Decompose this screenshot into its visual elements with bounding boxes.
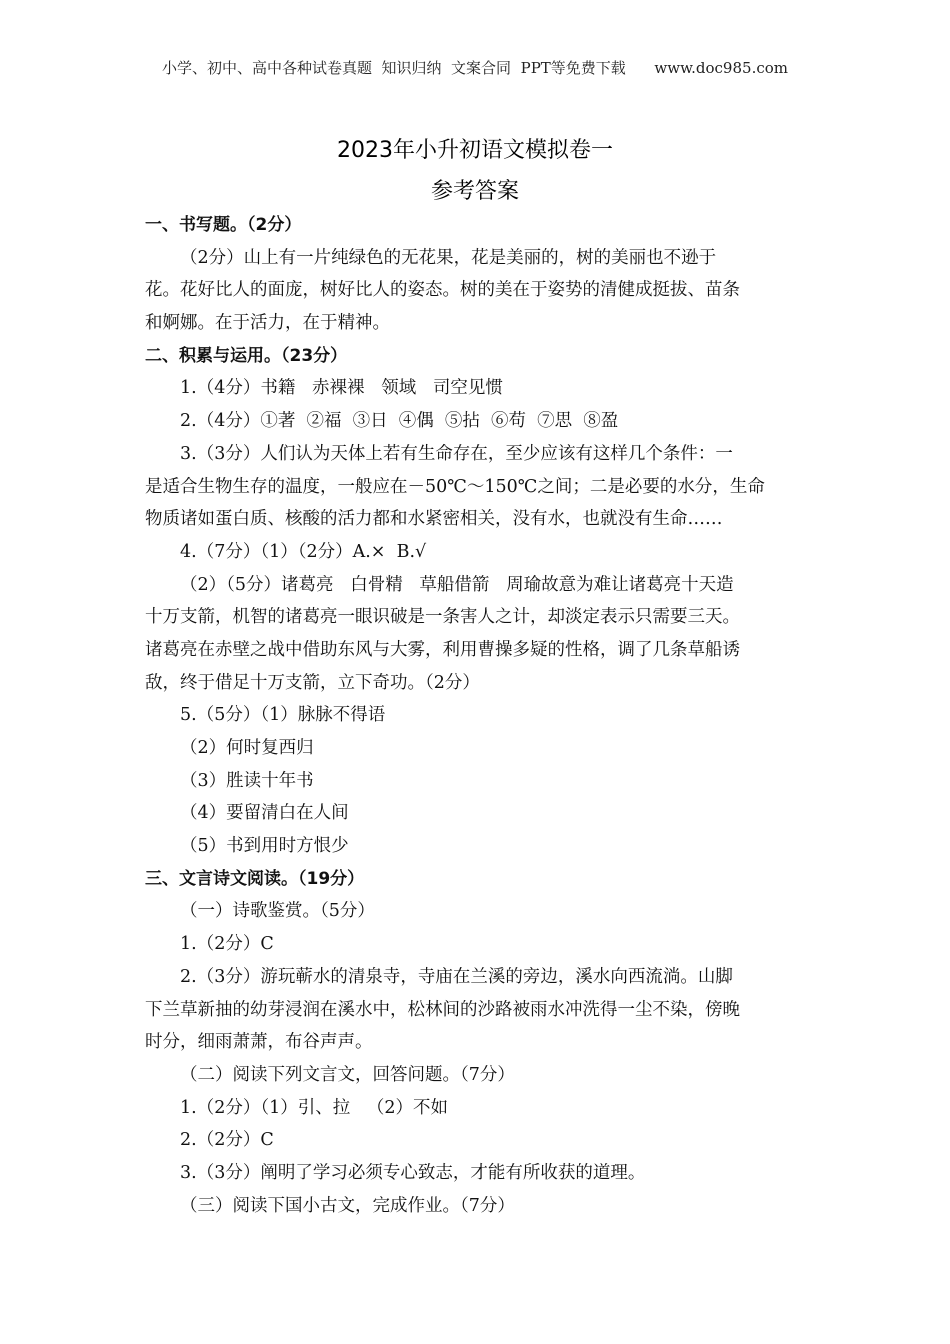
answer-line: 1.（4分）书籍 赤裸裸 领域 司空见惯 xyxy=(180,378,503,399)
answer-line: （4）要留清白在人间 xyxy=(180,803,349,824)
answer-line: 下兰草新抽的幼芽浸润在溪水中，松林间的沙路被雨水冲洗得一尘不染，傍晚 xyxy=(145,999,740,1020)
answer-line: （2分）山上有一片纯绿色的无花果，花是美丽的，树的美丽也不逊于 xyxy=(180,247,717,268)
answer-line: 2.（2分）C xyxy=(180,1130,274,1151)
answer-line: 2.（4分）①著 ②福 ③日 ④偶 ⑤拈 ⑥苟 ⑦思 ⑧盈 xyxy=(180,411,619,432)
answer-line: （一）诗歌鉴赏。（5分） xyxy=(180,901,375,922)
answer-line: 敌，终于借足十万支箭，立下奇功。（2分） xyxy=(145,672,480,693)
answer-line: 5.（5分）（1）脉脉不得语 xyxy=(180,705,386,726)
document-title: 2023年小升初语文模拟卷一 xyxy=(337,138,613,163)
answer-line: 时分，细雨萧萧，布谷声声。 xyxy=(145,1032,373,1053)
answer-line: （5）书到用时方恨少 xyxy=(180,836,349,857)
section-heading: 一、书写题。（2分） xyxy=(145,215,302,235)
answer-line: （三）阅读下国小古文，完成作业。（7分） xyxy=(180,1195,515,1216)
answer-line: （3）胜读十年书 xyxy=(180,770,314,791)
answer-line: 十万支箭，机智的诸葛亮一眼识破是一条害人之计，却淡定表示只需要三天。 xyxy=(145,607,740,628)
answer-line: 2.（3分）游玩蕲水的清泉寺，寺庙在兰溪的旁边，溪水向西流淌。山脚 xyxy=(180,966,733,987)
section-heading: 三、文言诗文阅读。（19分） xyxy=(145,868,365,889)
answer-body xyxy=(145,209,810,1222)
answer-line: 4.（7分）（1）（2分）A.× B.√ xyxy=(180,541,427,562)
answer-line: （二）阅读下列文言文，回答问题。（7分） xyxy=(180,1064,515,1085)
answer-line: 3.（3分）人们认为天体上若有生命存在，至少应该有这样几个条件：一 xyxy=(180,443,733,464)
answer-line: 诸葛亮在赤壁之战中借助东风与大雾，利用曹操多疑的性格，调了几条草船诱 xyxy=(145,639,740,660)
answer-line: （2）何时复西归 xyxy=(180,738,314,758)
document-subtitle: 参考答案 xyxy=(430,179,519,204)
answer-line: 和婀娜。在于活力，在于精神。 xyxy=(145,313,390,334)
answer-line: 物质诸如蛋白质、核酸的活力都和水紧密相关，没有水，也就没有生命…… xyxy=(145,509,723,530)
answer-line: 1.（2分）（1）引、拉 （2）不如 xyxy=(180,1097,449,1118)
answer-line: 1.（2分）C xyxy=(180,934,274,955)
answer-line: 是适合生物生存的温度，一般应在－50℃～150℃之间；二是必要的水分，生命 xyxy=(145,476,765,497)
section-heading: 二、积累与运用。（23分） xyxy=(145,345,348,366)
answer-line: 3.（3分）阐明了学习必须专心致志，才能有所收获的道理。 xyxy=(180,1162,646,1183)
answer-line: （2）（5分）诸葛亮 白骨精 草船借箭 周瑜故意为难让诸葛亮十天造 xyxy=(180,574,734,595)
site-header: 小学、初中、高中各种试卷真题 知识归纳 文案合同 PPT等免费下载 www.doc985.com xyxy=(161,59,788,77)
answer-line: 花。花好比人的面庞，树好比人的姿态。树的美在于姿势的清健成挺拔、苗条 xyxy=(145,280,740,301)
